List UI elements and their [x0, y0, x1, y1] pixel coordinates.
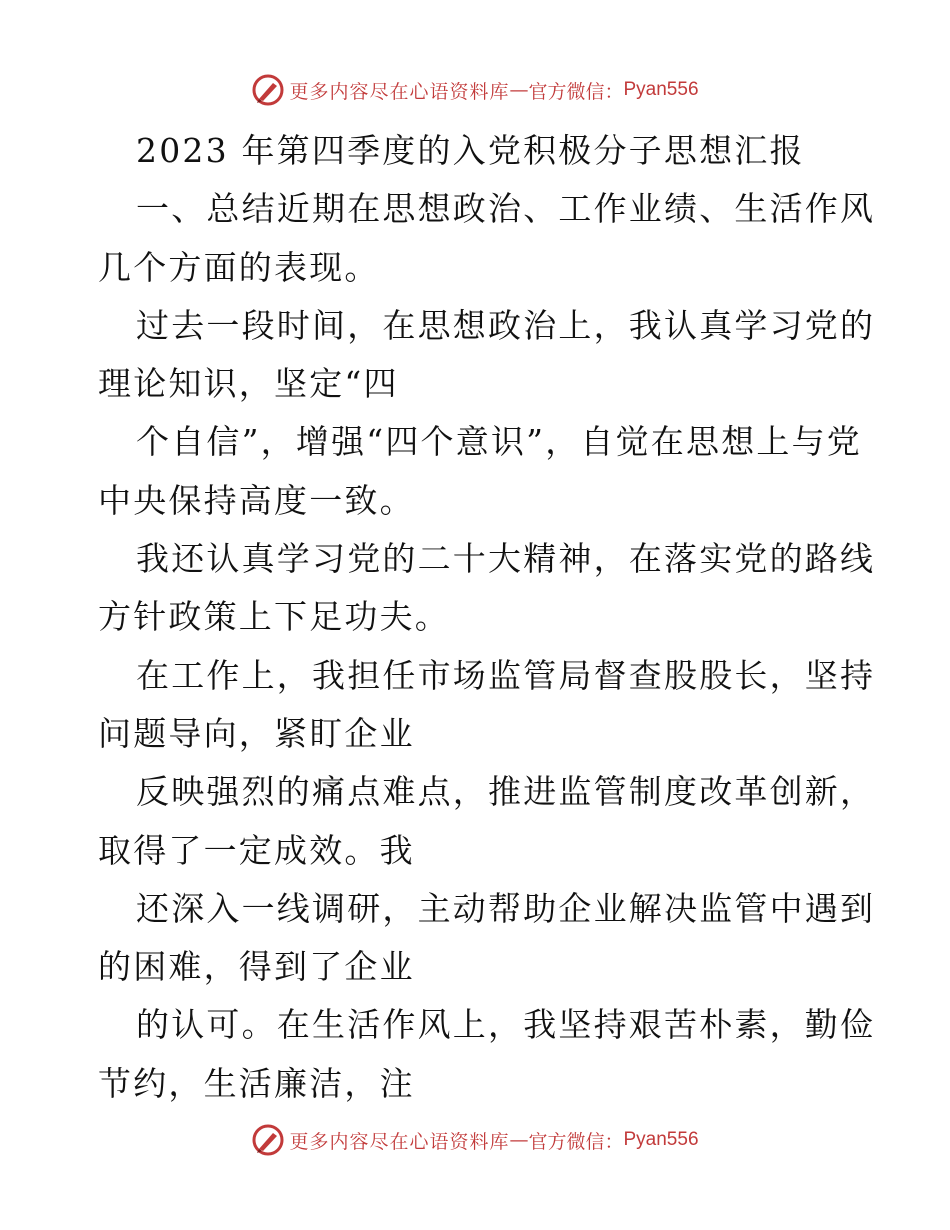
text-line: 的认可。在生活作风上，我坚持艰苦朴素，勤俭 [136, 1005, 876, 1045]
header-wechat-id: Pyan556 [623, 79, 699, 100]
footer-banner-text: 更多内容尽在心语资料库 [289, 1130, 510, 1153]
document-body [98, 122, 876, 1113]
text-line: 反映强烈的痛点难点，推进监管制度改革创新， [136, 772, 876, 812]
text-line: 取得了一定成效。我 [98, 830, 415, 870]
text-line: 节约，生活廉洁，注 [98, 1063, 415, 1103]
text-line: 几个方面的表现。 [98, 247, 380, 287]
text-line: 在工作上，我担任市场监管局督查股股长，坚持 [136, 655, 876, 695]
text-line: 一、总结近期在思想政治、工作业绩、生活作风 [136, 189, 876, 229]
document-title: 2023 年第四季度的入党积极分子思想汇报 [136, 131, 805, 170]
header-banner-text: 更多内容尽在心语资料库 [289, 80, 510, 103]
pen-logo-icon [251, 1123, 285, 1157]
text-line: 方针政策上下足功夫。 [98, 597, 450, 637]
header-banner-separator: — [509, 79, 529, 101]
text-line: 我还认真学习党的二十大精神，在落实党的路线 [136, 539, 876, 579]
text-line: 过去一段时间，在思想政治上，我认真学习党的 [136, 305, 876, 345]
text-line: 的困难，得到了企业 [98, 947, 415, 987]
header-watermark-banner [0, 70, 950, 110]
footer-wechat-label: 官方微信： [528, 1130, 624, 1153]
header-wechat-label: 官方微信： [528, 80, 624, 103]
text-line: 还深入一线调研，主动帮助企业解决监管中遇到 [136, 888, 876, 928]
text-line: 中央保持高度一致。 [98, 480, 415, 520]
footer-watermark-banner [0, 1120, 950, 1160]
pen-logo-icon [251, 73, 285, 107]
text-line: 个自信”，增强“四个意识”，自觉在思想上与党 [136, 422, 863, 462]
footer-wechat-id: Pyan556 [623, 1129, 699, 1150]
text-line: 理论知识，坚定“四 [98, 364, 399, 404]
text-line: 问题导向，紧盯企业 [98, 713, 415, 753]
footer-banner-separator: — [509, 1129, 529, 1151]
